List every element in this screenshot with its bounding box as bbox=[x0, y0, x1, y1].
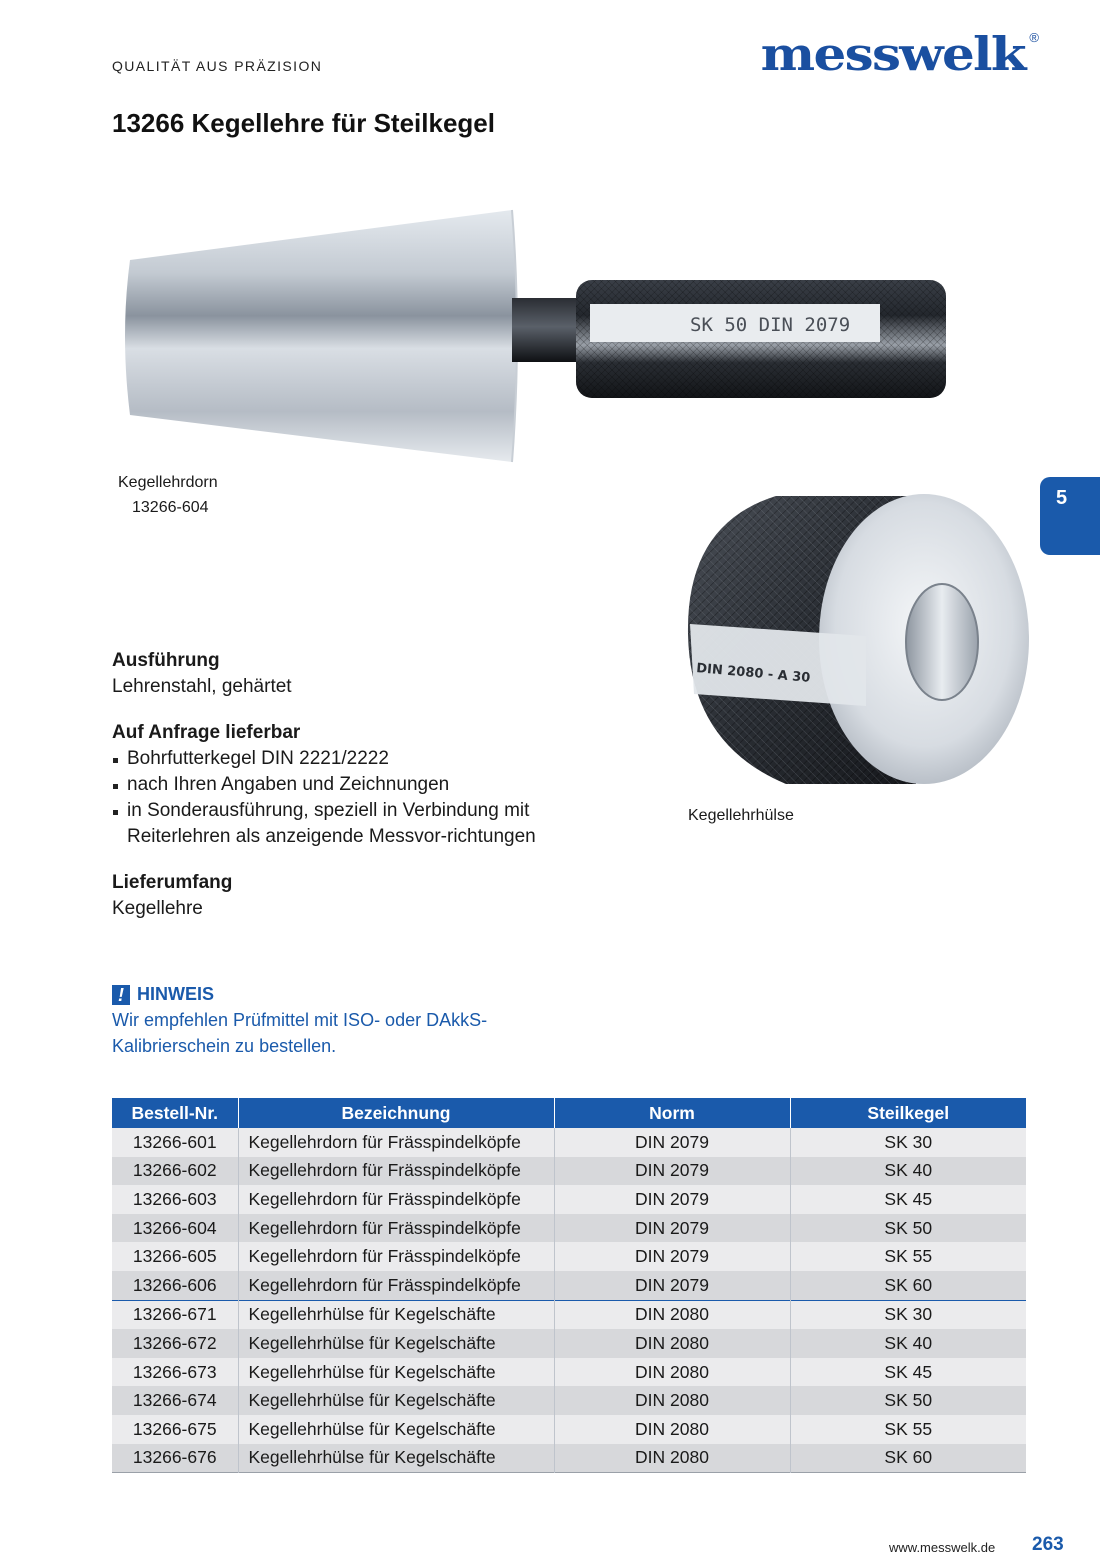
taper-plug-gauge-image bbox=[110, 200, 960, 470]
plug-engraving: SK 50 DIN 2079 bbox=[690, 314, 851, 336]
norm-cell: DIN 2079 bbox=[554, 1214, 790, 1243]
bestell-nr-cell: 13266-605 bbox=[112, 1242, 238, 1271]
bezeichnung-cell: Kegellehrhülse für Kegelschäfte bbox=[238, 1358, 554, 1387]
sleeve-engraving: DIN 2080 - A 30 bbox=[695, 661, 811, 686]
bestell-nr-cell: 13266-675 bbox=[112, 1415, 238, 1444]
registered-mark: ® bbox=[1029, 30, 1039, 45]
norm-cell: DIN 2079 bbox=[554, 1185, 790, 1214]
norm-cell: DIN 2080 bbox=[554, 1329, 790, 1358]
specifications bbox=[112, 648, 572, 922]
bestell-nr-cell: 13266-674 bbox=[112, 1386, 238, 1415]
norm-cell: DIN 2080 bbox=[554, 1300, 790, 1329]
bestell-nr-cell: 13266-606 bbox=[112, 1271, 238, 1300]
bezeichnung-cell: Kegellehrhülse für Kegelschäfte bbox=[238, 1300, 554, 1329]
bezeichnung-cell: Kegellehrdorn für Frässpindelköpfe bbox=[238, 1185, 554, 1214]
bestell-nr-cell: 13266-676 bbox=[112, 1444, 238, 1473]
steilkegel-cell: SK 50 bbox=[790, 1386, 1026, 1415]
bestell-nr-cell: 13266-603 bbox=[112, 1185, 238, 1214]
norm-cell: DIN 2079 bbox=[554, 1271, 790, 1300]
table-row bbox=[112, 1329, 1026, 1358]
ausfuehrung-text: Lehrenstahl, gehärtet bbox=[112, 676, 292, 697]
table-row bbox=[112, 1300, 1026, 1329]
steilkegel-cell: SK 40 bbox=[790, 1329, 1026, 1358]
page-title: 13266 Kegellehre für Steilkegel bbox=[112, 108, 495, 138]
table-row bbox=[112, 1128, 1026, 1157]
table-row bbox=[112, 1271, 1026, 1300]
brand-wordmark: messwelk bbox=[760, 27, 1025, 81]
steilkegel-cell: SK 60 bbox=[790, 1444, 1026, 1473]
bestell-nr-cell: 13266-601 bbox=[112, 1128, 238, 1157]
steilkegel-cell: SK 55 bbox=[790, 1415, 1026, 1444]
table-row bbox=[112, 1415, 1026, 1444]
chapter-tab-label: 5 bbox=[1056, 487, 1068, 509]
bestell-nr-cell: 13266-673 bbox=[112, 1358, 238, 1387]
norm-cell: DIN 2080 bbox=[554, 1415, 790, 1444]
bezeichnung-cell: Kegellehrhülse für Kegelschäfte bbox=[238, 1444, 554, 1473]
table-row bbox=[112, 1386, 1026, 1415]
footer-url: www.messwelk.de bbox=[889, 1540, 996, 1555]
bezeichnung-cell: Kegellehrdorn für Frässpindelköpfe bbox=[238, 1128, 554, 1157]
bestell-nr-cell: 13266-602 bbox=[112, 1157, 238, 1186]
bezeichnung-cell: Kegellehrdorn für Frässpindelköpfe bbox=[238, 1157, 554, 1186]
lieferumfang-heading: Lieferumfang bbox=[112, 872, 233, 893]
bezeichnung-cell: Kegellehrdorn für Frässpindelköpfe bbox=[238, 1271, 554, 1300]
norm-cell: DIN 2080 bbox=[554, 1444, 790, 1473]
page-number: 263 bbox=[1032, 1534, 1064, 1555]
table-row bbox=[112, 1214, 1026, 1243]
sleeve-caption: Kegellehrhülse bbox=[688, 807, 794, 824]
column-header-steilkegel: Steilkegel bbox=[790, 1098, 1026, 1128]
bezeichnung-cell: Kegellehrdorn für Frässpindelköpfe bbox=[238, 1242, 554, 1271]
steilkegel-cell: SK 45 bbox=[790, 1185, 1026, 1214]
anfrage-list bbox=[112, 746, 572, 850]
steilkegel-cell: SK 30 bbox=[790, 1300, 1026, 1329]
column-header-bezeichnung: Bezeichnung bbox=[238, 1098, 554, 1128]
list-item: nach Ihren Angaben und Zeichnungen bbox=[112, 772, 572, 798]
table-row bbox=[112, 1358, 1026, 1387]
notice-label: HINWEIS bbox=[137, 984, 215, 1004]
notice-box bbox=[112, 984, 572, 1059]
steilkegel-cell: SK 45 bbox=[790, 1358, 1026, 1387]
column-header-norm: Norm bbox=[554, 1098, 790, 1128]
ausfuehrung-heading: Ausführung bbox=[112, 650, 220, 671]
table-row bbox=[112, 1242, 1026, 1271]
plug-caption bbox=[118, 470, 218, 520]
bezeichnung-cell: Kegellehrdorn für Frässpindelköpfe bbox=[238, 1214, 554, 1243]
order-table bbox=[112, 1098, 1026, 1473]
list-item: in Sonderausführung, speziell in Verbindung mit Reiterlehren als anzeigende Messvor-richtungen bbox=[112, 798, 547, 850]
steilkegel-cell: SK 40 bbox=[790, 1157, 1026, 1186]
table-row bbox=[112, 1444, 1026, 1473]
lieferumfang-text: Kegellehre bbox=[112, 898, 203, 919]
plug-caption-number: 13266-604 bbox=[132, 499, 209, 516]
norm-cell: DIN 2079 bbox=[554, 1242, 790, 1271]
norm-cell: DIN 2079 bbox=[554, 1157, 790, 1186]
norm-cell: DIN 2080 bbox=[554, 1386, 790, 1415]
notice-text: Wir empfehlen Prüfmittel mit ISO- oder DAkkS-Kalibrierschein zu bestellen. bbox=[112, 1010, 488, 1056]
norm-cell: DIN 2080 bbox=[554, 1358, 790, 1387]
table-row bbox=[112, 1157, 1026, 1186]
bezeichnung-cell: Kegellehrhülse für Kegelschäfte bbox=[238, 1415, 554, 1444]
chapter-tab bbox=[1040, 477, 1100, 555]
norm-cell: DIN 2079 bbox=[554, 1128, 790, 1157]
steilkegel-cell: SK 60 bbox=[790, 1271, 1026, 1300]
tagline: QUALITÄT AUS PRÄZISION bbox=[112, 58, 323, 74]
steilkegel-cell: SK 30 bbox=[790, 1128, 1026, 1157]
brand-logo bbox=[760, 27, 1039, 81]
list-item: Bohrfutterkegel DIN 2221/2222 bbox=[112, 746, 572, 772]
column-header-bestell-nr: Bestell-Nr. bbox=[112, 1098, 238, 1128]
bezeichnung-cell: Kegellehrhülse für Kegelschäfte bbox=[238, 1386, 554, 1415]
bezeichnung-cell: Kegellehrhülse für Kegelschäfte bbox=[238, 1329, 554, 1358]
bestell-nr-cell: 13266-672 bbox=[112, 1329, 238, 1358]
steilkegel-cell: SK 55 bbox=[790, 1242, 1026, 1271]
table-row bbox=[112, 1185, 1026, 1214]
exclamation-icon: ! bbox=[112, 985, 130, 1005]
taper-ring-gauge-image bbox=[676, 484, 1036, 794]
steilkegel-cell: SK 50 bbox=[790, 1214, 1026, 1243]
plug-caption-name: Kegellehrdorn bbox=[118, 474, 218, 491]
anfrage-heading: Auf Anfrage lieferbar bbox=[112, 722, 301, 743]
bestell-nr-cell: 13266-604 bbox=[112, 1214, 238, 1243]
bestell-nr-cell: 13266-671 bbox=[112, 1300, 238, 1329]
